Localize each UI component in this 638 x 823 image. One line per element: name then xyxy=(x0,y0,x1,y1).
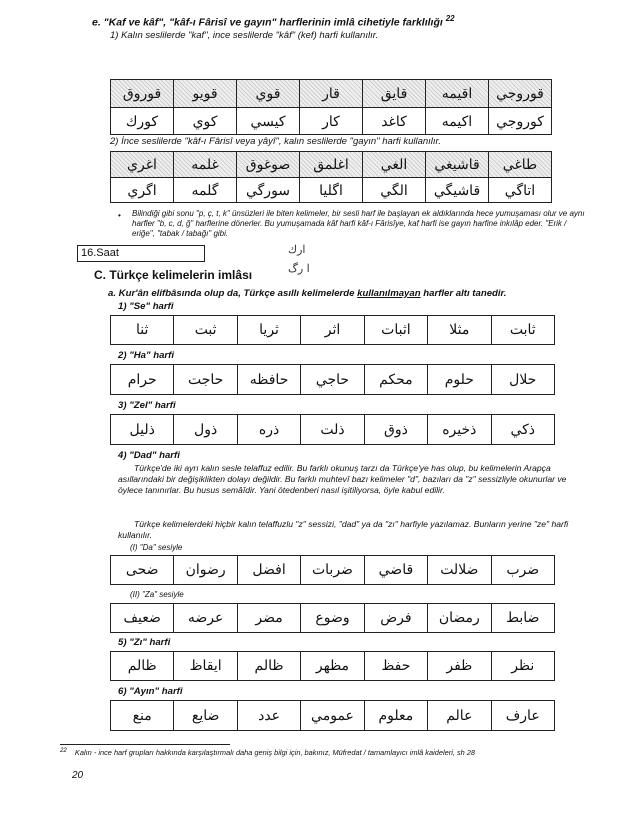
table-cell xyxy=(238,415,301,444)
table-cell xyxy=(111,365,174,394)
arabic-word: اغلمق xyxy=(313,156,349,173)
table-cell xyxy=(238,652,301,680)
arabic-word: ذليل xyxy=(129,421,155,438)
se-table xyxy=(110,315,555,345)
table-cell xyxy=(363,178,426,203)
arabic-word: وضوع xyxy=(315,610,350,626)
arabic-word: حلال xyxy=(509,371,537,388)
arabic-word: كيسي xyxy=(250,113,286,130)
za-label: (II) "Za" sesiyle xyxy=(130,590,184,599)
table-cell xyxy=(428,415,491,444)
table-cell xyxy=(237,178,300,203)
table-cell xyxy=(365,701,428,730)
arabic-word: رضوان xyxy=(185,562,226,578)
table-cell xyxy=(301,365,364,394)
arabic-word: كاغد xyxy=(381,113,407,130)
arabic-word: عدد xyxy=(258,707,281,724)
table-cell xyxy=(365,316,428,344)
arabic-word: حافظه xyxy=(249,371,289,388)
arabic-word: نظر xyxy=(511,658,535,674)
arabic-word: كوي xyxy=(192,113,218,130)
arabic-word: قويو xyxy=(192,85,218,102)
table-cell xyxy=(111,316,174,344)
table-cell xyxy=(111,80,174,107)
table-cell xyxy=(174,415,237,444)
table-cell xyxy=(492,316,554,344)
arabic-word: اغري xyxy=(127,156,157,173)
table-row xyxy=(111,556,554,584)
kaf-kef-table xyxy=(110,79,552,135)
ha-label: 2) "Ha" harfi xyxy=(118,350,175,361)
se-label: 1) "Se" harfi xyxy=(118,301,174,312)
table-cell xyxy=(300,178,363,203)
arabic-word: حاجي xyxy=(315,371,350,388)
arabic-word: قار xyxy=(322,85,340,102)
table-cell xyxy=(428,556,491,584)
table-cell xyxy=(111,178,174,203)
table-row xyxy=(111,365,554,394)
footnote-divider xyxy=(60,744,230,745)
arabic-word: كورك xyxy=(125,113,159,130)
table-cell xyxy=(365,365,428,394)
handwritten-note-1: ارك xyxy=(288,243,306,256)
table-cell xyxy=(111,604,174,632)
dad-paragraph-1: Türkçe'de iki ayrı kalın sesle telaffuz edilir. Bu farklı okunuş tarzı da Türkçe'ye has olup, bu kelimelerin Arapça asıllarındaki bir değişiklikten dolayı değildir. Bu farklı muhtevî bazı kelimeler "d", bazıları da "z" sessizliyle okunurlar ve öylece tanınırlar. Bu husus semâîdir. Yani ötedenberi nasıl işitiliyorsa, öyle kabul edilir. xyxy=(118,463,567,495)
arabic-word: اتاگي xyxy=(504,182,536,199)
table-cell xyxy=(301,701,364,730)
table-cell xyxy=(301,556,364,584)
table-cell xyxy=(301,604,364,632)
arabic-word: گلمه xyxy=(191,182,219,199)
arabic-word: قوي xyxy=(255,85,281,102)
arabic-word: عمومي xyxy=(311,707,354,724)
table-cell xyxy=(492,604,554,632)
table-cell xyxy=(111,108,174,135)
table-cell xyxy=(365,556,428,584)
table-cell xyxy=(428,701,491,730)
table-cell xyxy=(426,152,489,177)
section-c-title: C. Türkçe kelimelerin imlâsı xyxy=(94,268,253,282)
arabic-word: معلوم xyxy=(378,707,414,724)
arabic-word: قوروق xyxy=(122,85,162,102)
table-cell xyxy=(428,365,491,394)
arabic-word: قاشيغي xyxy=(434,156,480,173)
table-cell xyxy=(365,604,428,632)
arabic-word: حفظ xyxy=(381,658,411,674)
arabic-word: ضلالت xyxy=(440,562,479,578)
a-prefix: a. Kur'ân elifbâsında olup da, Türkçe asıllı kelimelerde xyxy=(108,288,358,299)
zel-table xyxy=(110,414,555,445)
arabic-word: ذول xyxy=(194,421,218,438)
section-c-a-text xyxy=(108,288,506,299)
table-cell xyxy=(237,152,300,177)
arabic-word: ثنا xyxy=(136,322,149,338)
table-cell xyxy=(301,415,364,444)
arabic-word: مظهر xyxy=(315,658,350,674)
arabic-word: كوروجي xyxy=(496,113,544,130)
table-row xyxy=(111,316,554,344)
table-cell xyxy=(174,178,237,203)
item-2-label: 2) İnce seslilerde "kâf-ı Fârisî veya yâyî", kalın seslilerde "gayın" harfi kullanılır. xyxy=(110,136,441,147)
arabic-word: اثر xyxy=(324,322,341,338)
zi-table xyxy=(110,651,555,681)
arabic-word: طاغي xyxy=(502,156,538,173)
table-cell xyxy=(489,80,551,107)
table-row xyxy=(111,604,554,632)
arabic-word: ثابت xyxy=(509,322,536,338)
table-cell xyxy=(365,652,428,680)
table-cell xyxy=(428,316,491,344)
table-cell xyxy=(426,108,489,135)
bullet-note: Bilindiği gibi sonu "p, ç, t, k" ünsüzleri ile biten kelimeler, bir sesli harf ile başlayan ek aldıklarında hece yumuşaması olur ve aynı harfler "b, c, d, ğ" harflerine dönerler. Bu yumuşamada kâf harfi kâf-ı Fârisîye, kaf harfi ise gayın harfine inkılâp eder. "Erik / eriğe", "tabak / tabağı" gibi. xyxy=(132,209,585,238)
footnote xyxy=(60,747,600,757)
table-cell xyxy=(174,80,237,107)
table-cell xyxy=(174,556,237,584)
arabic-word: منع xyxy=(132,707,152,724)
table-cell xyxy=(174,316,237,344)
arabic-word: ذكي xyxy=(510,421,536,438)
table-cell xyxy=(492,701,554,730)
table-row xyxy=(111,415,554,444)
arabic-word: عالم xyxy=(446,707,473,724)
table-row xyxy=(111,152,551,177)
arabic-word: ثريا xyxy=(259,322,279,338)
table-cell xyxy=(237,80,300,107)
arabic-word: اگري xyxy=(127,182,157,199)
table-cell xyxy=(489,108,551,135)
arabic-word: اثبات xyxy=(381,322,411,338)
table-cell xyxy=(300,80,363,107)
section-e-title-text: e. "Kaf ve kâf", "kâf-ı Fârisî ve gayın" harflerinin imlâ cihetiyle farklılığı xyxy=(92,16,443,29)
arabic-word: محكم xyxy=(379,371,413,388)
table-cell xyxy=(492,415,554,444)
table-cell xyxy=(174,701,237,730)
arabic-word: ظالم xyxy=(127,658,157,674)
table-cell xyxy=(237,108,300,135)
handwritten-note-2: ا رگ xyxy=(288,262,310,275)
section-e-title xyxy=(92,14,612,29)
arabic-word: ضايع xyxy=(191,707,220,724)
arabic-word: عرضه xyxy=(187,610,224,626)
table-cell xyxy=(111,701,174,730)
bullet-marker: • xyxy=(118,211,121,220)
arabic-word: حلوم xyxy=(444,371,474,388)
table-cell xyxy=(238,556,301,584)
arabic-word: غلمه xyxy=(191,156,219,173)
da-label: (I) "Da" sesiyle xyxy=(130,543,183,552)
arabic-word: ظالم xyxy=(254,658,284,674)
table-cell xyxy=(365,415,428,444)
arabic-word: ذخيره xyxy=(442,421,477,438)
a-suffix: harfler altı tanedir. xyxy=(420,288,507,299)
table-cell xyxy=(174,108,237,135)
arabic-word: افضل xyxy=(252,562,286,578)
table-cell xyxy=(238,365,301,394)
table-cell xyxy=(301,316,364,344)
arabic-word: كار xyxy=(322,113,340,130)
arabic-word: قايق xyxy=(380,85,408,102)
arabic-word: ثبت xyxy=(194,322,217,338)
arabic-word: ضعيف xyxy=(123,610,161,626)
table-cell xyxy=(174,652,237,680)
table-cell xyxy=(300,108,363,135)
table-cell xyxy=(174,152,237,177)
footnote-number: 22 xyxy=(60,747,67,754)
table-cell xyxy=(111,652,174,680)
table-cell xyxy=(111,152,174,177)
dad-paragraph-2: Türkçe kelimelerdeki hiçbir kalın telaffuzlu "z" sessizi, "dad" ya da "zı" harfiyle yazılamaz. Bunların yerine "ze" harfi kullanılır. xyxy=(118,519,569,540)
table-row xyxy=(111,80,551,107)
ha-table xyxy=(110,364,555,395)
table-cell xyxy=(492,365,554,394)
ayin-label: 6) "Ayın" harfi xyxy=(118,686,183,697)
table-cell xyxy=(301,652,364,680)
ayin-table xyxy=(110,700,555,731)
arabic-word: ايقاظ xyxy=(189,658,222,674)
arabic-word: ذره xyxy=(258,421,280,438)
arabic-word: مثلا xyxy=(449,322,470,338)
table-cell xyxy=(111,556,174,584)
table-cell xyxy=(238,316,301,344)
zi-label: 5) "Zı" harfi xyxy=(118,637,171,648)
table-cell xyxy=(489,178,551,203)
arabic-word: رمضان xyxy=(438,610,480,626)
table-cell xyxy=(238,701,301,730)
table-cell xyxy=(363,152,426,177)
arabic-word: ذلت xyxy=(320,421,345,438)
table-cell xyxy=(492,652,554,680)
table-cell xyxy=(428,652,491,680)
table-cell xyxy=(428,604,491,632)
footnote-ref: 22 xyxy=(445,14,455,23)
table-row xyxy=(111,652,554,680)
arabic-word: قاضي xyxy=(378,562,414,578)
arabic-word: ضابط xyxy=(506,610,540,626)
saat-label: 16.Saat xyxy=(77,245,205,262)
page-number: 20 xyxy=(72,770,84,781)
arabic-word: حاجت xyxy=(187,371,224,388)
da-table xyxy=(110,555,555,585)
arabic-word: اقيمه xyxy=(441,85,473,102)
arabic-word: عارف xyxy=(505,707,540,724)
arabic-word: قاشيگي xyxy=(433,182,481,199)
arabic-word: ظفر xyxy=(446,658,473,674)
table-row xyxy=(111,177,551,203)
arabic-word: مضر xyxy=(255,610,283,626)
item-1-label: 1) Kalın seslilerde "kaf", ince seslilerde "kâf" (kef) harfi kullanılır. xyxy=(110,30,379,41)
arabic-word: ضحى xyxy=(125,562,159,578)
arabic-word: اكيمه xyxy=(441,113,473,130)
table-row xyxy=(111,107,551,135)
table-cell xyxy=(300,152,363,177)
dad-label: 4) "Dad" harfi xyxy=(118,450,180,461)
table-cell xyxy=(174,365,237,394)
table-cell xyxy=(426,178,489,203)
arabic-word: فرض xyxy=(380,610,412,626)
arabic-word: ذوق xyxy=(383,421,408,438)
za-table xyxy=(110,603,555,633)
arabic-word: صوغوق xyxy=(245,156,291,173)
table-cell xyxy=(111,415,174,444)
arabic-word: الگي xyxy=(380,182,408,199)
table-row xyxy=(111,701,554,730)
table-cell xyxy=(363,80,426,107)
arabic-word: اگليا xyxy=(319,182,343,199)
arabic-word: ضربات xyxy=(311,562,353,578)
a-underline: kullanılmayan xyxy=(357,288,421,299)
arabic-word: حرام xyxy=(127,371,157,388)
table-cell xyxy=(174,604,237,632)
arabic-word: قوروجي xyxy=(496,85,544,102)
gayin-kef-table xyxy=(110,151,552,203)
zel-label: 3) "Zel" harfi xyxy=(118,400,176,411)
arabic-word: سورگي xyxy=(245,182,291,199)
table-cell xyxy=(426,80,489,107)
table-cell xyxy=(492,556,554,584)
table-cell xyxy=(238,604,301,632)
table-cell xyxy=(489,152,551,177)
arabic-word: ضرب xyxy=(506,562,540,578)
footnote-text: Kalın - ince harf grupları hakkında karşılaştırmalı daha geniş bilgi için, bakınız, Müfredat / tamamlayıcı imlâ kaideleri, sh 28 xyxy=(74,748,476,758)
table-cell xyxy=(363,108,426,135)
arabic-word: الغي xyxy=(380,156,408,173)
